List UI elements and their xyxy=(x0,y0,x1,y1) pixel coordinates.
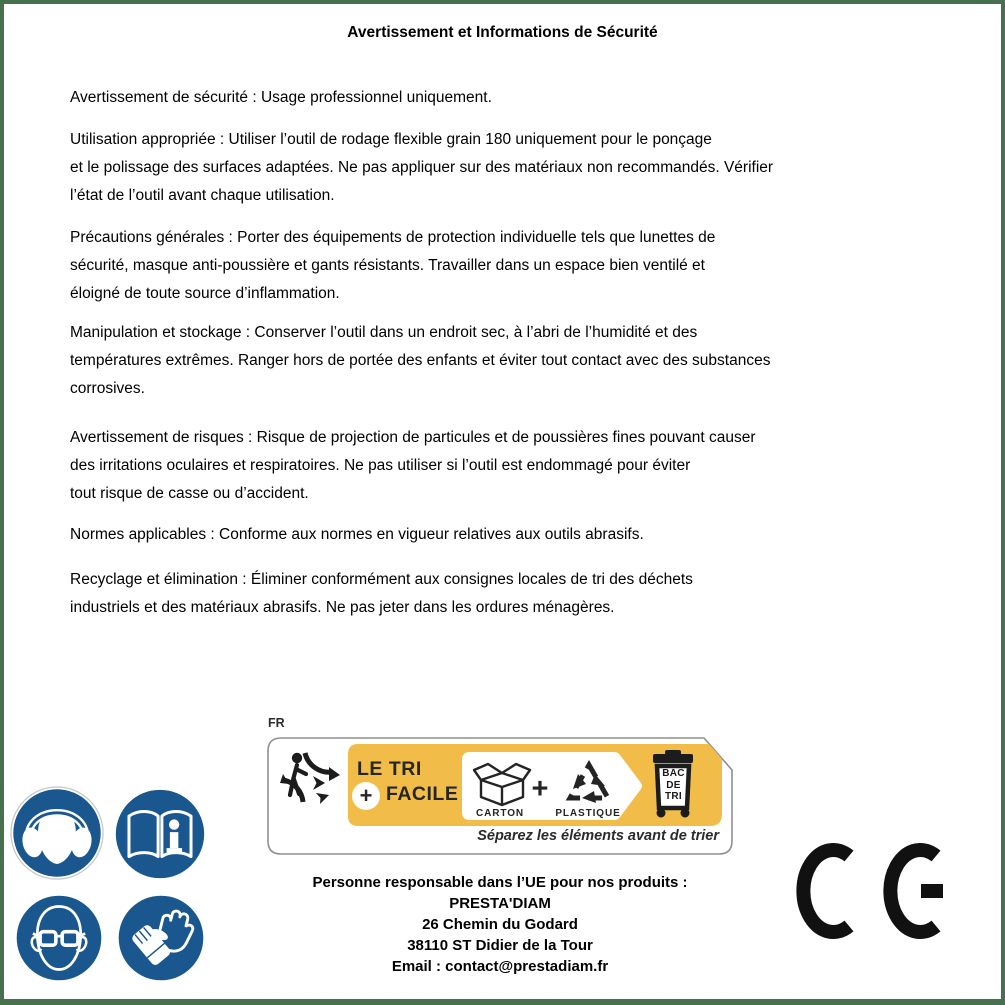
material-label-plastique: PLASTIQUE xyxy=(555,808,621,819)
sorting-instruction: Séparez les éléments avant de trier xyxy=(477,828,719,844)
text-line: températures extrêmes. Ranger hors de portée des enfants et éviter tout contact avec des substances xyxy=(70,352,771,369)
text-line: corrosives. xyxy=(70,380,145,397)
text-line: sécurité, masque anti-poussière et gants résistants. Travailler dans un espace bien ventilé et xyxy=(70,257,705,274)
paragraph-recycling xyxy=(70,566,990,622)
recycling-sorting-label xyxy=(267,737,733,855)
country-code-label: FR xyxy=(268,716,285,730)
plus-icon: + xyxy=(352,782,380,810)
text-line: Normes applicables : Conforme aux normes en vigueur relatives aux outils abrasifs. xyxy=(70,526,644,543)
page-title: Avertissement et Informations de Sécurité xyxy=(347,24,658,41)
text-line: et le polissage des surfaces adaptées. Ne pas appliquer sur des matériaux non recommandés. Vérifier xyxy=(70,159,774,176)
text-line: Avertissement de risques : Risque de projection de particules et de poussières fines pouvant causer xyxy=(70,429,756,446)
text-line: éloigné de toute source d’inflammation. xyxy=(70,285,340,302)
paragraph-safety-warning xyxy=(70,84,990,112)
text-line: l’état de l’outil avant chaque utilisation. xyxy=(70,187,335,204)
text-line: Précautions générales : Porter des équipements de protection individuelle tels que lunettes de xyxy=(70,229,716,246)
contact-email: Email : contact@prestadiam.fr xyxy=(391,958,609,975)
read-manual-icon xyxy=(113,787,207,881)
material-label-carton: CARTON xyxy=(476,808,524,819)
bin-line: BAC xyxy=(662,768,685,779)
company-name: PRESTA'DIAM xyxy=(449,895,551,912)
banner-line2: FACILE xyxy=(386,783,459,805)
paragraph-proper-use xyxy=(70,126,990,210)
ce-mark-icon xyxy=(796,843,946,939)
eye-protection-icon xyxy=(14,893,104,983)
paragraph-general-precautions xyxy=(70,224,990,308)
bin-line: DE xyxy=(666,779,681,791)
paragraph-standards xyxy=(70,521,990,549)
text-line: des irritations oculaires et respiratoires. Ne pas utiliser si l’outil est endommagé pour éviter xyxy=(70,457,691,474)
protective-gloves-icon xyxy=(116,893,206,983)
bin-line: TRI xyxy=(664,791,682,802)
text-line: Utilisation appropriée : Utiliser l’outil de rodage flexible grain 180 uniquement pour le ponçage xyxy=(70,131,712,148)
address-city: 38110 ST Didier de la Tour xyxy=(407,937,593,954)
text-line: tout risque de casse ou d’accident. xyxy=(70,485,309,502)
address-street: 26 Chemin du Godard xyxy=(422,916,578,933)
text-line: Manipulation et stockage : Conserver l’outil dans un endroit sec, à l’abri de l’humidité et des xyxy=(70,324,698,341)
responsible-person-block xyxy=(250,872,750,977)
text-line: Avertissement de sécurité : Usage professionnel uniquement. xyxy=(70,89,492,106)
responsible-intro: Personne responsable dans l’UE pour nos produits : xyxy=(312,874,688,891)
ear-protection-icon xyxy=(10,786,104,880)
banner-line1: LE TRI xyxy=(357,758,422,780)
paragraph-risk-warning xyxy=(70,424,990,508)
text-line: Recyclage et élimination : Éliminer conformément aux consignes locales de tri des déchets xyxy=(70,571,693,588)
plus-separator: + xyxy=(531,773,549,805)
paragraph-handling-storage xyxy=(70,319,990,403)
bin-text xyxy=(653,768,694,803)
text-line: industriels et des matériaux abrasifs. Ne pas jeter dans les ordures ménagères. xyxy=(70,599,615,616)
